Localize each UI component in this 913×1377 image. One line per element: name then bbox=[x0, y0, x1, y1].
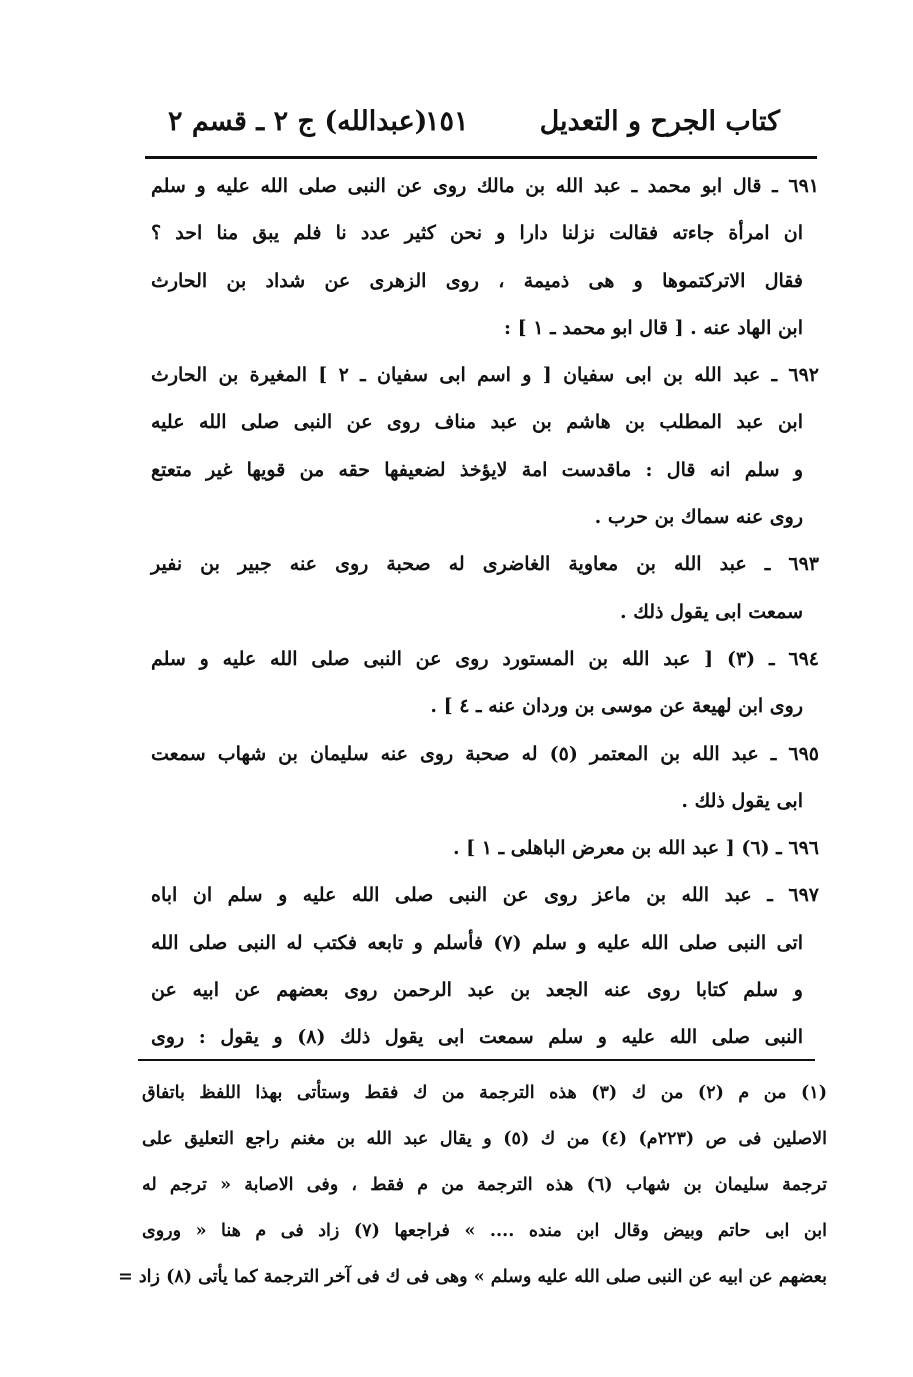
text-line: ٦٩٢ ـ عبد الله بن ابى سفيان [ و اسم ابى سفيان ـ ٢ ] المغيرة بن الحارث bbox=[151, 364, 819, 387]
footnote-line: ترجمة سليمان بن شهاب (٦) هذه الترجمة من م فقط ، وفى الاصابة « ترجم له bbox=[142, 1175, 827, 1195]
entry-694 bbox=[151, 636, 819, 731]
text-line: روى ابن لهيعة عن موسى بن وردان عنه ـ ٤ ] . bbox=[430, 695, 803, 718]
text-line: ٦٩٥ ـ عبد الله بن المعتمر (٥) له صحبة روى عنه سليمان بن شهاب سمعت bbox=[151, 742, 819, 765]
text-line: النبى صلى الله عليه و سلم سمعت ابى يقول ذلك (٨) و يقول : روى bbox=[151, 1026, 803, 1049]
text-line: و سلم كتابا روى عنه الجعد بن عبد الرحمن روى بعضهم عن ابيه عن bbox=[151, 979, 803, 1002]
footnote-line: ابن ابى حاتم وبيض وقال ابن منده .... » فراجعها (٧) زاد فى م هنا « وروى bbox=[142, 1221, 827, 1241]
header-rule bbox=[145, 156, 817, 159]
text-line: ٦٩٧ ـ عبد الله بن ماعز روى عن النبى صلى الله عليه و سلم ان اباه bbox=[151, 884, 819, 907]
entry-692 bbox=[151, 352, 819, 541]
main-text bbox=[151, 163, 819, 1062]
footnote-rule bbox=[138, 1059, 815, 1061]
entry-691 bbox=[151, 163, 819, 352]
text-line: ٦٩٦ ـ (٦) [ عبد الله بن معرض الباهلى ـ ١ ] . bbox=[452, 837, 819, 860]
section-label: (عبدالله) ج ٢ ـ قسم ٢ bbox=[168, 106, 428, 137]
text-line: ٦٩١ ـ قال ابو محمد ـ عبد الله بن مالك روى عن النبى صلى الله عليه و سلم bbox=[151, 175, 819, 197]
page-header bbox=[140, 100, 780, 150]
entry-696 bbox=[151, 825, 819, 872]
text-line: روى عنه سماك بن حرب . bbox=[594, 506, 803, 529]
text-line: ٦٩٤ ـ (٣) [ عبد الله بن المستورد روى عن النبى صلى الله عليه و سلم bbox=[151, 647, 819, 670]
text-line: ان امرأة جاءته فقالت نزلنا دارا و نحن كثير عدد نا فلم يبق منا احد ؟ bbox=[151, 222, 803, 245]
book-title: كتاب الجرح و التعديل bbox=[539, 106, 780, 137]
entry-697 bbox=[151, 872, 819, 1061]
footnotes bbox=[118, 1070, 827, 1300]
entry-693 bbox=[151, 541, 819, 636]
text-line: اتى النبى صلى الله عليه و سلم (٧) فأسلم و تابعه فكتب له النبى صلى الله bbox=[151, 931, 803, 954]
page-number: ١٥١ bbox=[425, 106, 469, 137]
text-line: ابى يقول ذلك . bbox=[681, 789, 803, 812]
footnote-line: الاصلين فى ص (٢٢٣م) (٤) من ك (٥) و يقال عبد الله بن مغنم راجع التعليق على bbox=[142, 1129, 827, 1149]
text-line: سمعت ابى يقول ذلك . bbox=[620, 600, 803, 623]
text-line: فقال الاتركتموها و هى ذميمة ، روى الزهرى عن شداد بن الحارث bbox=[151, 269, 803, 292]
text-line: ابن عبد المطلب بن هاشم بن عبد مناف روى عن النبى صلى الله عليه bbox=[151, 411, 803, 434]
entry-695 bbox=[151, 731, 819, 826]
text-line: ابن الهاد عنه . [ قال ابو محمد ـ ١ ] : bbox=[504, 316, 803, 339]
footnote-line: بعضهم عن ابيه عن النبى صلى الله عليه وسلم » وهى فى ك فى آخر الترجمة كما يأتى (٨) زاد = bbox=[118, 1267, 827, 1287]
text-line: ٦٩٣ ـ عبد الله بن معاوية الغاضرى له صحبة روى عنه جبير بن نفير bbox=[151, 553, 819, 576]
footnote-line: (١) من م (٢) من ك (٣) هذه الترجمة من ك فقط وستأتى بهذا اللفظ باتفاق bbox=[142, 1083, 827, 1103]
text-line: و سلم انه قال : ماقدست امة لايؤخذ لضعيفها حقه من قويها غير متعتع bbox=[151, 458, 803, 481]
